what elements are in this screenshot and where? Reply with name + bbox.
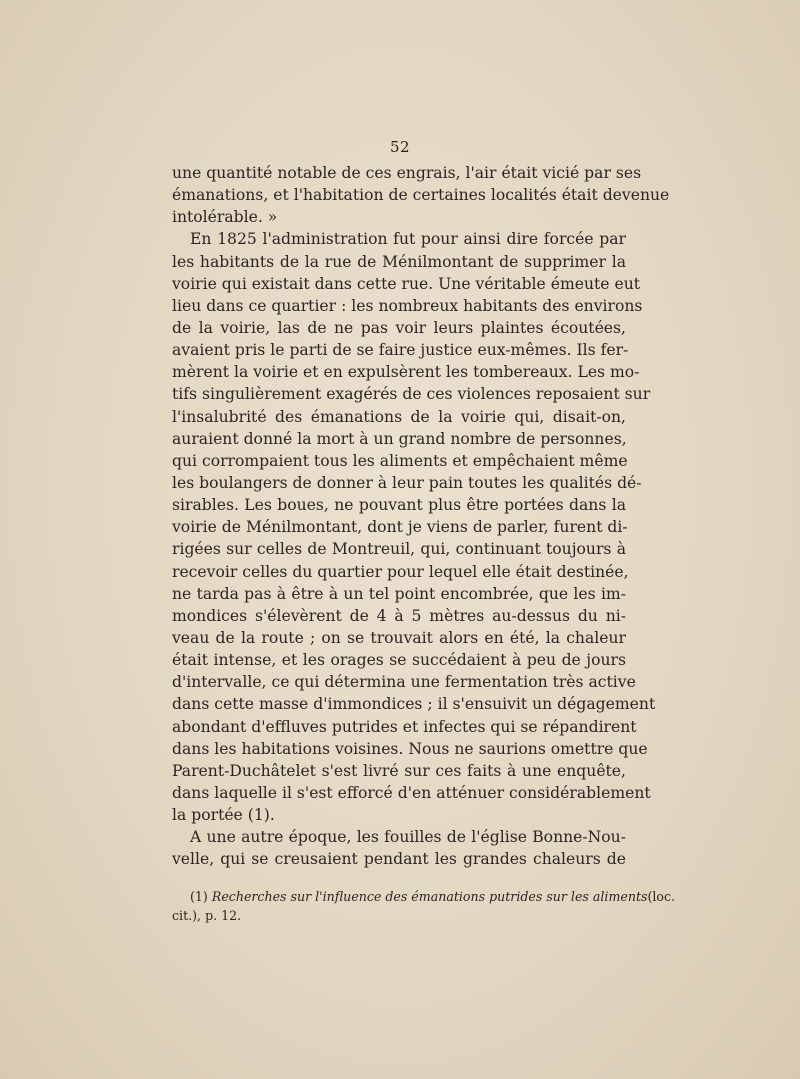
footnote-loc: (loc. bbox=[647, 889, 676, 904]
footnote-line bbox=[172, 887, 676, 906]
footnote-marker: (1) bbox=[190, 889, 208, 904]
text-line: tifs singulièrement exagérés de ces violences reposaient sur bbox=[172, 385, 651, 404]
text-line: En 1825 l'administration fut pour ainsi dire forcée par bbox=[190, 230, 626, 249]
text-line: les habitants de la rue de Ménilmontant de supprimer la bbox=[172, 252, 626, 271]
text-line: dans les habitations voisines. Nous ne saurions omettre que bbox=[172, 739, 648, 758]
footnote-title: Recherches sur l'influence des émanations putrides sur les aliments bbox=[211, 889, 648, 904]
text-line: abondant d'effluves putrides et infectes qui se répandirent bbox=[172, 717, 637, 736]
text-line: ne tarda pas à être à un tel point encombrée, que les im- bbox=[172, 584, 626, 603]
page-number: 52 bbox=[389, 138, 411, 156]
footnote-line: cit.), p. 12. bbox=[172, 908, 242, 923]
footnote bbox=[172, 887, 676, 925]
text-line: dans laquelle il s'est efforcé d'en atténuer considérablement bbox=[172, 783, 651, 802]
text-line: lieu dans ce quartier : les nombreux habitants des environs bbox=[172, 296, 643, 315]
text-line: voirie qui existait dans cette rue. Une véritable émeute eut bbox=[172, 274, 641, 293]
text-line: émanations, et l'habitation de certaines localités était devenue bbox=[172, 186, 670, 205]
text-line: la portée (1). bbox=[172, 806, 275, 825]
text-line: dans cette masse d'immondices ; il s'ensuivit un dégagement bbox=[172, 695, 656, 714]
text-line: recevoir celles du quartier pour lequel elle était destinée, bbox=[172, 562, 629, 581]
text-line: intolérable. » bbox=[172, 208, 278, 227]
text-line: qui corrompaient tous les aliments et empêchaient même bbox=[172, 451, 628, 470]
text-line: de la voirie, las de ne pas voir leurs plaintes écoutées, bbox=[172, 318, 626, 337]
text-line: veau de la route ; on se trouvait alors en été, la chaleur bbox=[172, 628, 626, 647]
text-line: sirables. Les boues, ne pouvant plus être portées dans la bbox=[172, 496, 626, 515]
text-line: une quantité notable de ces engrais, l'air était vicié par ses bbox=[172, 164, 642, 182]
text-line: rigées sur celles de Montreuil, qui, continuant toujours à bbox=[172, 540, 626, 559]
text-line: d'intervalle, ce qui détermina une fermentation très active bbox=[172, 673, 636, 692]
text-line: était intense, et les orages se succédaient à peu de jours bbox=[172, 651, 626, 670]
text-line: A une autre époque, les fouilles de l'église Bonne-Nou- bbox=[190, 828, 626, 847]
text-line: mèrent la voirie et en expulsèrent les tombereaux. Les mo- bbox=[172, 363, 640, 382]
text-line: avaient pris le parti de se faire justice eux-mêmes. Ils fer- bbox=[172, 341, 629, 360]
text-line: voirie de Ménilmontant, dont je viens de parler, furent di- bbox=[172, 518, 628, 537]
text-line: les boulangers de donner à leur pain toutes les qualités dé- bbox=[172, 473, 642, 492]
text-line: mondices s'élevèrent de 4 à 5 mètres au-dessus du ni- bbox=[172, 606, 626, 625]
body-text bbox=[172, 162, 670, 871]
text-line: velle, qui se creusaient pendant les grandes chaleurs de bbox=[172, 850, 626, 869]
text-line: l'insalubrité des émanations de la voirie qui, disait-on, bbox=[172, 407, 626, 426]
text-line: Parent-Duchâtelet s'est livré sur ces faits à une enquête, bbox=[172, 761, 626, 780]
text-line: auraient donné la mort à un grand nombre de personnes, bbox=[172, 429, 627, 448]
